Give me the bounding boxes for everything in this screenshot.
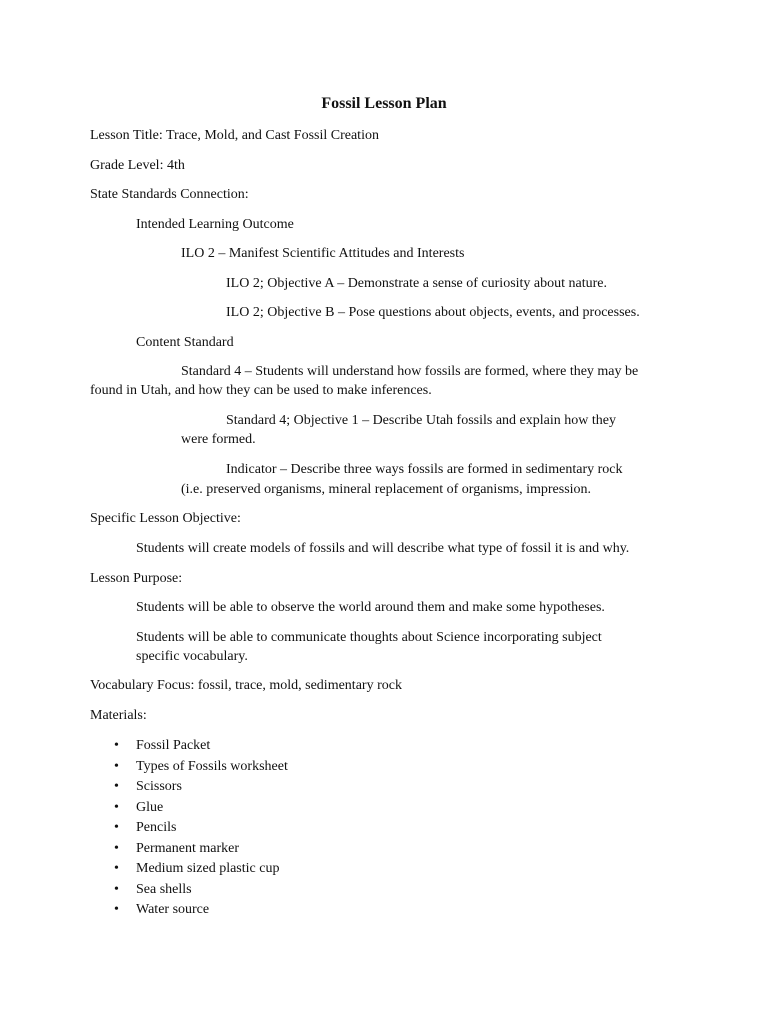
material-label: Permanent marker: [136, 840, 240, 856]
material-label: Fossil Packet: [136, 738, 211, 753]
bullet-icon: •: [114, 902, 119, 917]
material-label: Types of Fossils worksheet: [136, 758, 288, 774]
bullet-icon: •: [114, 881, 119, 897]
indicator-line2: (i.e. preserved organisms, mineral replacement of organisms, impression.: [181, 482, 592, 497]
materials-heading: Materials:: [90, 708, 147, 723]
standard4-objective1-line1: Standard 4; Objective 1 – Describe Utah fossils and explain how they: [226, 413, 616, 428]
lesson-title: Lesson Title: Trace, Mold, and Cast Fossil Creation: [90, 128, 379, 143]
standard4-line2: found in Utah, and how they can be used to make inferences.: [90, 383, 432, 398]
material-label: Sea shells: [136, 881, 192, 897]
bullet-icon: •: [114, 779, 119, 794]
material-label: Glue: [136, 799, 164, 815]
vocabulary-focus: Vocabulary Focus: fossil, trace, mold, sedimentary rock: [90, 678, 402, 693]
grade-level: Grade Level: 4th: [90, 158, 185, 173]
material-label: Pencils: [136, 820, 177, 835]
purpose-item-2-line1: Students will be able to communicate thoughts about Science incorporating subject: [136, 630, 602, 645]
bullet-icon: •: [114, 799, 119, 815]
bullet-icon: •: [114, 840, 119, 856]
purpose-item-1: Students will be able to observe the world around them and make some hypotheses.: [136, 600, 605, 615]
ilo2-text: ILO 2 – Manifest Scientific Attitudes and Interests: [181, 246, 465, 261]
ilo2-objective-b: ILO 2; Objective B – Pose questions about objects, events, and processes.: [226, 305, 640, 320]
state-standards-heading: State Standards Connection:: [90, 187, 249, 202]
bullet-icon: •: [114, 758, 119, 774]
content-standard-heading: Content Standard: [136, 335, 234, 350]
standard4-objective1-line2: were formed.: [181, 432, 256, 447]
standard4-line1: Standard 4 – Students will understand how fossils are formed, where they may be: [181, 364, 639, 379]
specific-objective-text: Students will create models of fossils and will describe what type of fossil it is and why.: [136, 541, 630, 556]
page-title: Fossil Lesson Plan: [321, 95, 447, 112]
specific-objective-heading: Specific Lesson Objective:: [90, 511, 241, 526]
material-label: Water source: [136, 902, 210, 917]
bullet-icon: •: [114, 820, 119, 835]
material-label: Medium sized plastic cup: [136, 861, 280, 876]
bullet-icon: •: [114, 861, 119, 876]
intended-outcome-heading: Intended Learning Outcome: [136, 217, 294, 232]
purpose-item-2-line2: specific vocabulary.: [136, 649, 248, 664]
material-label: Scissors: [136, 779, 182, 794]
indicator-line1: Indicator – Describe three ways fossils are formed in sedimentary rock: [226, 462, 623, 477]
lesson-purpose-heading: Lesson Purpose:: [90, 571, 183, 586]
bullet-icon: •: [114, 738, 119, 753]
ilo2-objective-a: ILO 2; Objective A – Demonstrate a sense of curiosity about nature.: [226, 276, 608, 291]
